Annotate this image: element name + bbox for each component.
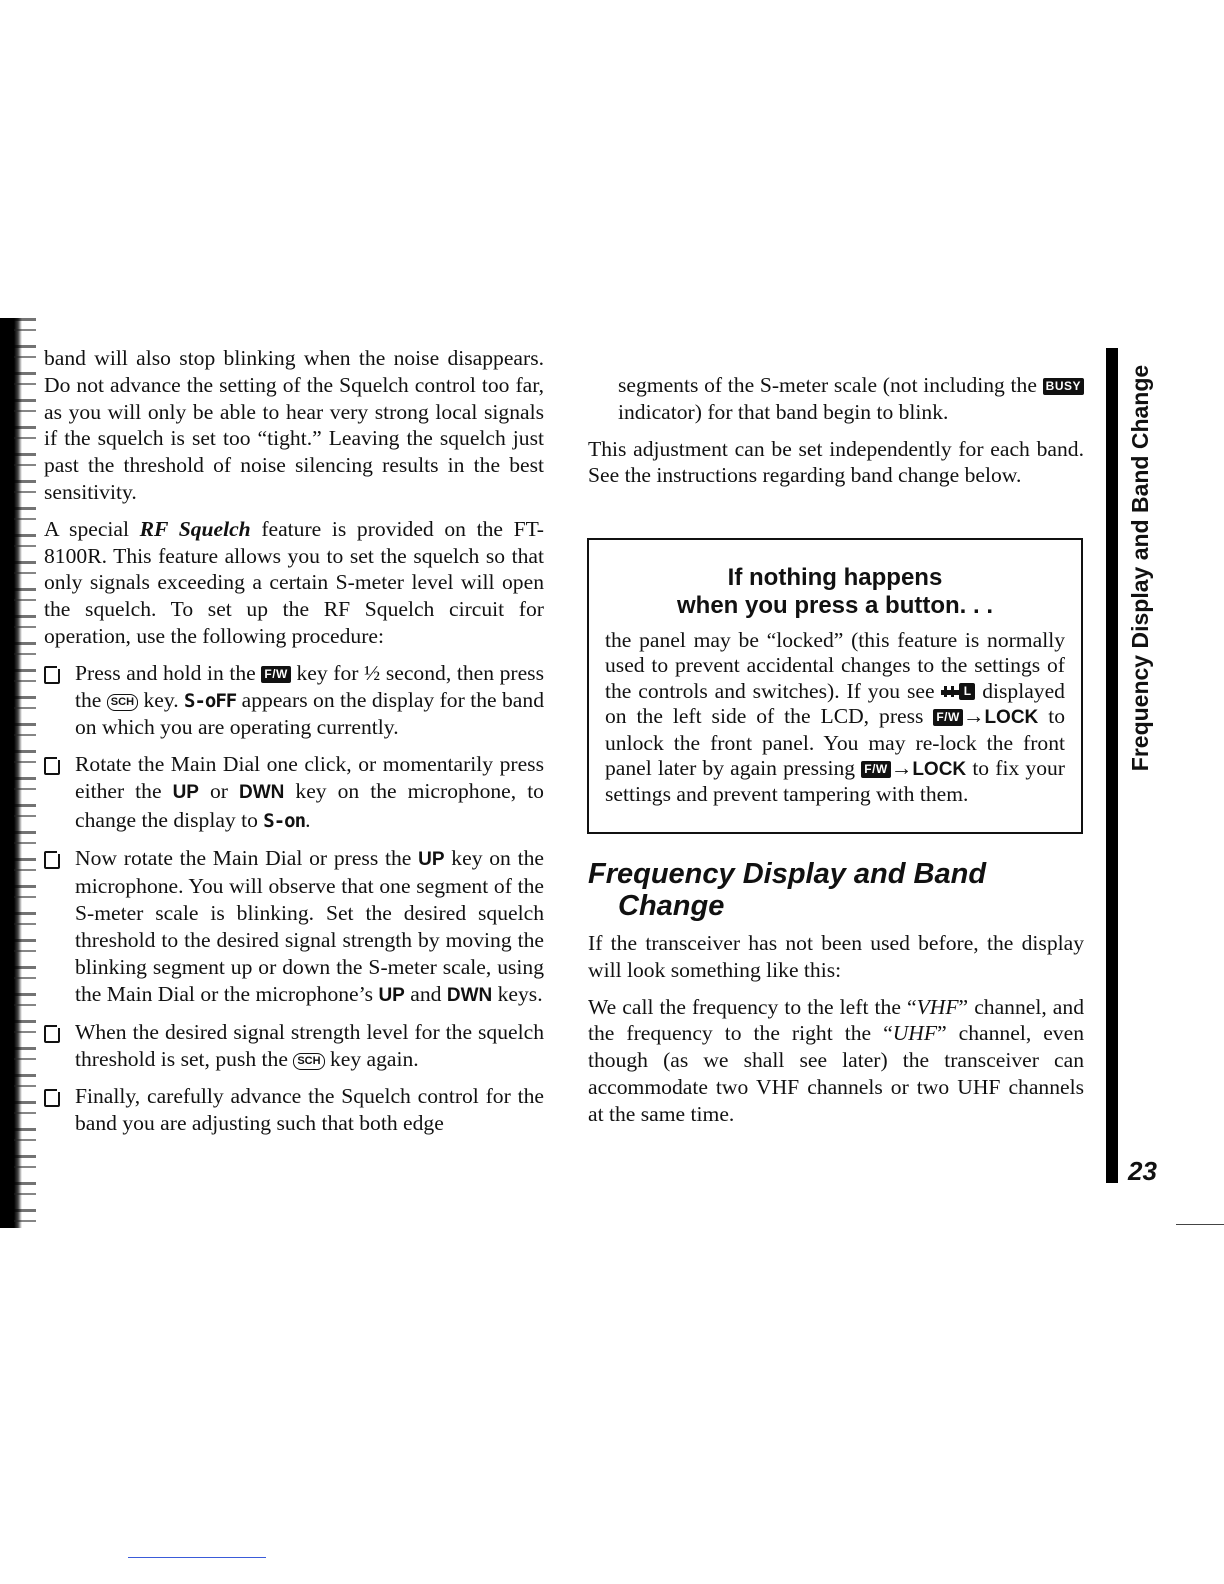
binding-edge-shadow <box>0 318 22 1228</box>
paragraph-squelch-intro: band will also stop blinking when the noise disappears. Do not advance the setting of the Squelch control too far, as you will only be able to hear very strong local signals if the squelch is set too “tight.” Leaving the squelch just past the threshold of noise silencing results in the best sensitivity. <box>44 346 544 504</box>
checkbox-icon <box>44 851 60 869</box>
edge-rule <box>1176 1224 1224 1225</box>
checkbox-icon <box>44 757 60 775</box>
dwn-key-label: DWN <box>239 781 285 803</box>
text-run: segments of the S-meter scale (not including the <box>618 373 1043 397</box>
paragraph-independent-band: This adjustment can be set independently for each band. See the instructions regarding band change below. <box>588 436 1084 488</box>
note-title <box>589 564 1081 620</box>
text-run: to fix your settings and prevent tampering with them. <box>605 756 1065 807</box>
note-title-line: when you press a button. . . <box>676 592 994 619</box>
page-number: 23 <box>1128 1156 1157 1186</box>
up-key-label: UP <box>172 781 199 803</box>
text-run: ” channel, even though (as we shall see later) the transceiver can accommodate two VHF channels or two UHF channels at the same time. <box>588 1021 1084 1126</box>
section-heading <box>588 858 1068 922</box>
locked-panel-note <box>587 538 1083 834</box>
text-run: key. <box>138 687 185 712</box>
checkbox-icon <box>44 1089 60 1107</box>
step-item <box>44 751 544 834</box>
note-body <box>605 628 1065 808</box>
text-run: to unlock the front panel. You may re-lock the front panel later by again pressing <box>605 704 1065 781</box>
up-key-label: UP <box>418 848 445 870</box>
paragraph-rf-squelch <box>44 516 544 650</box>
text-run: the panel may be “locked” (this feature is normally used to prevent accidental changes to the settings of the controls and switches). If you see <box>605 628 1065 703</box>
right-column <box>588 372 1084 499</box>
paragraph-display-intro: If the transceiver has not been used before, the display will look something like this: <box>588 931 1084 982</box>
left-column <box>44 345 544 1147</box>
heading-line: Change <box>618 890 725 922</box>
text-run: displayed on the left side of the LCD, press <box>605 678 1065 729</box>
step-item <box>44 1083 544 1137</box>
paragraph-segments <box>618 372 1084 426</box>
fw-key-icon: F/W <box>261 666 291 683</box>
text-run: key again. <box>324 1047 419 1072</box>
step-item <box>44 660 544 741</box>
busy-indicator-icon: BUSY <box>1043 378 1084 395</box>
lock-label: LOCK <box>912 759 967 781</box>
bottom-rule <box>128 1557 266 1558</box>
checkbox-icon <box>44 666 60 684</box>
section-body <box>588 930 1084 1138</box>
lcd-s-off-readout: S-oFF <box>184 689 237 712</box>
lcd-s-on-readout: S-on <box>263 809 306 832</box>
lock-letter: L <box>959 683 975 700</box>
text-run: When the desired signal strength level for the squelch threshold is set, push the <box>75 1020 544 1072</box>
text-run: . <box>305 807 311 832</box>
uhf-term: UHF <box>892 1021 938 1046</box>
text-run: key on the microphone. You will observe that one segment of the S-meter scale is blinking. Set the desired squelch threshold to the desired signal strength by moving the blinking segment up or down the S-meter scale, using the Main Dial or the microphone’s <box>75 845 544 1006</box>
step-item <box>44 1019 544 1073</box>
fw-key-icon: F/W <box>933 709 963 726</box>
side-tab-bar <box>1106 348 1118 1183</box>
paragraph-vhf-uhf <box>588 994 1084 1128</box>
text-run: and <box>404 981 447 1006</box>
checkbox-icon <box>44 1025 60 1043</box>
text-run: key on the microphone, to change the display to <box>75 778 544 832</box>
text-run: Finally, carefully advance the Squelch control for the band you are adjusting such that both edge <box>75 1083 544 1135</box>
up-key-label: UP <box>378 984 405 1006</box>
rf-squelch-term: RF Squelch <box>139 516 251 541</box>
step-item <box>44 845 544 1010</box>
vhf-term: VHF <box>916 994 959 1019</box>
heading-line: Frequency Display and Band <box>588 858 987 890</box>
dwn-key-label: DWN <box>446 984 493 1006</box>
text-run: Now rotate the Main Dial or press the <box>75 845 419 870</box>
text-run: ” channel, and the frequency to the right the “ <box>588 994 1084 1046</box>
side-tab-text: Frequency Display and Band Change <box>1127 364 1153 772</box>
text-run: keys. <box>492 981 543 1006</box>
text-run: indicator) for that band begin to blink. <box>618 399 949 424</box>
lock-label: LOCK <box>984 707 1039 729</box>
text-run: feature is provided on the FT-8100R. This feature allows you to set the squelch so that only signals exceeding a certain S-meter level will open the squelch. To set up the RF Squelch circuit for operation, use the following procedure: <box>44 516 544 648</box>
arrow-icon: → <box>890 756 913 781</box>
text-run: Press and hold in the <box>75 660 262 685</box>
key-lock-icon <box>941 683 975 699</box>
text-run: We call the frequency to the left the “ <box>588 994 917 1019</box>
sch-key-icon: SCH <box>107 694 138 711</box>
arrow-icon: → <box>962 704 985 729</box>
note-title-line: If nothing happens <box>727 564 943 591</box>
text-run: A special <box>44 516 140 541</box>
text-run: key for ½ second, then press the <box>75 660 544 712</box>
fw-key-icon: F/W <box>861 761 891 778</box>
text-run: or <box>198 778 240 803</box>
sch-key-icon: SCH <box>293 1053 324 1070</box>
text-run: Rotate the Main Dial one click, or momentarily press either the <box>75 752 544 803</box>
text-run: appears on the display for the band on which you are operating currently. <box>75 687 544 740</box>
